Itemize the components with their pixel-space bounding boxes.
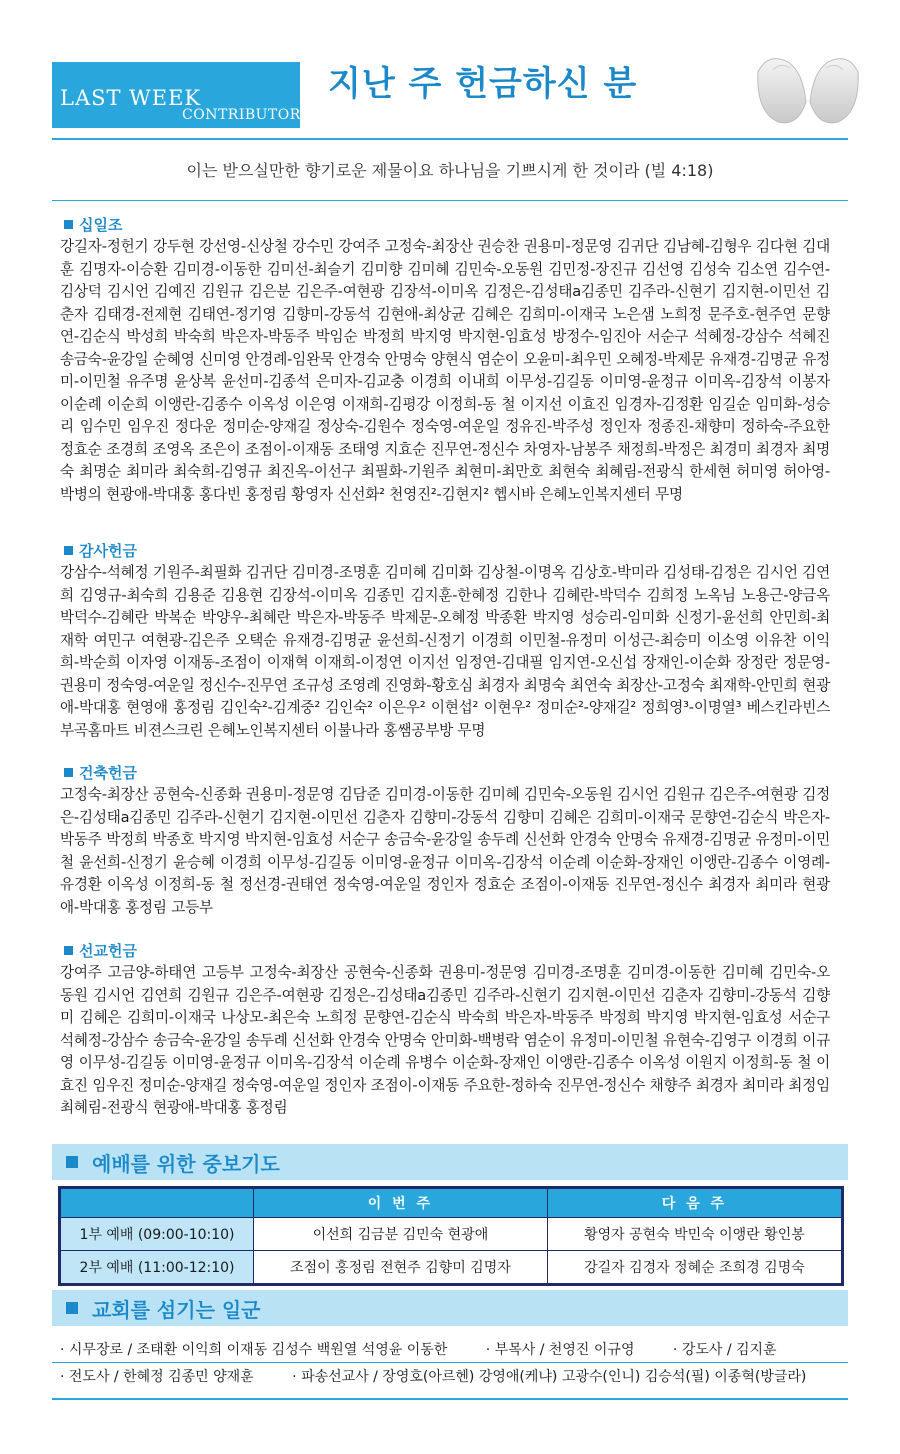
table-row <box>60 1251 843 1285</box>
tithe-heading: 십일조 <box>60 214 830 236</box>
staff-line-2 <box>60 1366 850 1386</box>
verse-divider <box>52 200 848 201</box>
page-header <box>0 0 900 140</box>
english-title-box <box>52 62 311 128</box>
tithe-section <box>60 214 830 506</box>
staff-evangelists: · 전도사 / 한혜정 김종민 양재훈 <box>60 1369 254 1385</box>
page-title: 지난 주 헌금하신 분 <box>328 64 638 104</box>
thanks-section <box>60 540 830 742</box>
mission-section <box>60 940 830 1120</box>
building-section <box>60 762 830 919</box>
thanks-names: 강삼수-석혜정 기원주-최필화 김귀단 김미경-조명훈 김미혜 김미화 김상철-이명옥 김상호-박미라 김성태-김정은 김시언 김연희 김영규-최숙희 김용준 김용현 김장석-이미옥 김종민 김지훈-한혜정 김한나 김혜란-박덕수 김희정 노옥님 노용근-양금옥 박덕수-김혜란 박복순 박양우-최혜란 박은자-박동주 박제문-오혜정 박종환 박지영 성승리-임미화 신정기-윤선희 안민희-최재학 여민구 여현광-김은주 오택순 유재경-김명균 윤선희-신정기 이경희 이민철-유정미 이성근-최승미 이소영 이유찬 이익희-박순희 이자영 이재동-조점이 이재혁 이재희-이정연 이지선 임정연-김대필 임지연-오신섭 장재인-이순화 장정란 정문영-권용미 정숙영-여운일 정신수-진무연 조규성 조영례 진영화-황호심 최경자 최명숙 최연숙 최장산-고정숙 최재학-안민희 현광애-박대홍 현영애 홍정림 김인숙²-김계중² 김인숙² 이은우² 이현섭² 이현우² 정미순²-양재길² 정희영³-이명열³ 베스킨라빈스 부곡홈마트 비젼스크린 은혜노인복지센터 이불나라 홍쌤공부방 무명 <box>60 564 830 739</box>
praying-hands-icon <box>748 32 868 132</box>
service-cell: 2부 예배 (11:00-12:10) <box>60 1251 254 1285</box>
staff-heading-bar <box>52 1290 848 1326</box>
building-heading: 건축헌금 <box>60 762 830 784</box>
mission-names: 강여주 고금양-하태연 고등부 고정숙-최장산 공현숙-신종화 권용미-정문영 김미경-조명훈 김미경-이동한 김미혜 김민숙-오동원 김시언 김연희 김원규 김은주-여현광 김정은-김성태a김종민 김주라-신현기 김지현-이민선 김춘자 김향미-강동석 김향미 김혜은 김희미-이재국 나상모-최은숙 노희정 문향연-김순식 박숙희 박은자-박동주 박정희 박지영 박지현-임효성 서순구 석혜정-강삼수 송금숙-윤강일 송두례 신선화 안경숙 안명숙 안미화-백병락 염순이 유정미-이민철 유현숙-김영구 이경희 이규영 이무성-김길동 이미영-윤정규 이미옥-김장석 이순례 유병수 이순화-장재인 이앵란-김종수 이옥성 이원지 이정희-동 철 이효진 임우진 정미순-양재길 정숙영-여운일 정인자 조점이-이재동 주요한-정하숙 진무연-정신수 채향주 최경자 최미라 최정임 최혜림-전광식 현광애-박대홍 홍정림 <box>60 964 830 1116</box>
square-bullet-icon <box>64 220 73 229</box>
staff-associate-pastors: · 부목사 / 천영진 이규영 <box>485 1342 635 1358</box>
thanks-heading: 감사헌금 <box>60 540 830 562</box>
staff-elders: · 시무장로 / 조태환 이익희 이재동 김성수 백원열 석영윤 이동한 <box>60 1342 448 1358</box>
square-bullet-icon <box>66 1302 78 1314</box>
service-cell: 1부 예배 (09:00-10:10) <box>60 1218 254 1251</box>
square-bullet-icon <box>64 946 73 955</box>
table-header-next-week: 다 음 주 <box>547 1188 842 1218</box>
next-week-cell: 황영자 공현숙 박민숙 이앵란 황인봉 <box>547 1218 842 1251</box>
staff-preacher: · 강도사 / 김지훈 <box>672 1342 777 1358</box>
english-title-line1: LAST WEEK <box>60 86 202 110</box>
table-row <box>60 1218 843 1251</box>
tithe-names: 강길자-정헌기 강두현 강선영-신상철 강수민 강여주 고정숙-최장산 권승찬 권용미-정문영 김귀단 김남혜-김형우 김다현 김대훈 김명자-이승환 김미경-이동한 김미선-최슬기 김미향 김미혜 김민숙-오동원 김민정-장진규 김선영 김성숙 김소연 김수연-김상덕 김시언 김예진 김원규 김은분 김은주-여현광 김장석-이미옥 김정은-김성태a김종민 김주라-신현기 김지현-이민선 김춘자 김태경-전제현 김태연-정기영 김향미-강동석 김현애-최상균 김혜은 김희미-이재국 노은샘 노희정 문주호-현주연 문향연-김순식 박성희 박숙희 박은자-박동주 박임순 박정희 박지영 박지현-임효성 방정수-임진아 서순구 석혜정-강삼수 석혜진 송금숙-윤강일 순혜영 신미영 안경례-임완묵 안경숙 안명숙 양현식 염순이 오윤미-최우민 오혜정-박제문 유재경-김명균 유정미-이민철 유주명 윤상복 윤선미-김종석 은미자-김교충 이경희 이내희 이무성-김길동 이미영-윤정규 이미옥-김장석 이봉자 이순례 이순희 이앵란-김종수 이옥성 이은영 이재희-김평강 이정희-동 철 이지선 이효진 임경자-김정환 임길순 임미화-성승리 임수민 임우진 정다운 정미순-양재길 정상숙-김원수 정숙영-여운일 정유진-박주성 정인자 정종진-채향미 정하숙-주요한 정효순 조경희 조영옥 조은이 조점이-이재동 조태영 지효순 진무연-정신수 차영자-남봉주 채정희-박정은 최경미 최경자 최명숙 최명순 최미라 최숙희-김영규 최진옥-이선구 최필화-기원주 최현미-최만호 최현숙 최혜림-전광식 한세현 허미영 허아영-박병의 현광애-박대홍 홍다빈 홍정림 황영자 신선화² 천영진²-김현지² 헵시바 은혜노인복지센터 무명 <box>60 238 830 503</box>
table-header-this-week: 이 번 주 <box>254 1188 548 1218</box>
building-names: 고정숙-최장산 공현숙-신종화 권용미-정문영 김담준 김미경-이동한 김미혜 김민숙-오동원 김시언 김원규 김은주-여현광 김정은-김성태a김종민 김주라-신현기 김지현-이민선 김춘자 김향미-강동석 김향미 김혜은 김희미-이재국 문향연-김순식 박은자-박동주 박정희 박종호 박지영 박지현-임효성 서순구 송금숙-윤강일 송두례 신선화 안경숙 안명숙 유재경-김명균 유정미-이민철 윤선희-신정기 윤승혜 이경희 이무성-김길동 이미영-윤정규 이미옥-김장석 이순례 이순화-장재인 이앵란-김종수 이영례-유경환 이옥성 이정희-동 철 정선경-권태연 정숙영-여운일 정인자 정효순 조점이-이재동 진무연-정신수 최경자 최미라 현광애-박대홍 홍정림 고등부 <box>60 786 830 916</box>
staff-line-1 <box>60 1339 850 1359</box>
square-bullet-icon <box>64 546 73 555</box>
scripture-verse: 이는 받으실만한 향기로운 제물이요 하나님을 기쁘시게 한 것이라 (빌 4:18) <box>186 161 714 180</box>
square-bullet-icon <box>64 768 73 777</box>
next-week-cell: 강길자 김경자 정혜순 조희경 김명숙 <box>547 1251 842 1285</box>
table-header-row <box>60 1188 843 1218</box>
prayer-heading-bar <box>52 1144 848 1180</box>
mission-heading: 선교헌금 <box>60 940 830 962</box>
staff-heading: 교회를 섬기는 일군 <box>92 1298 261 1322</box>
bottom-divider <box>52 1398 848 1400</box>
header-divider <box>52 138 848 140</box>
this-week-cell: 이선희 김금분 김민숙 현광애 <box>254 1218 548 1251</box>
prayer-heading: 예배를 위한 중보기도 <box>92 1152 280 1176</box>
staff-divider <box>52 1362 848 1363</box>
table-header-service <box>60 1188 254 1218</box>
english-title-line2: CONTRIBUTORS <box>182 107 311 123</box>
staff-missionaries: · 파송선교사 / 장영호(아르헨) 강영애(케냐) 고광수(인니) 김승석(필) 이종혁(방글라) <box>292 1369 807 1385</box>
square-bullet-icon <box>66 1156 78 1168</box>
this-week-cell: 조점이 홍정림 전현주 김향미 김명자 <box>254 1251 548 1285</box>
prayer-schedule-table <box>58 1186 844 1286</box>
